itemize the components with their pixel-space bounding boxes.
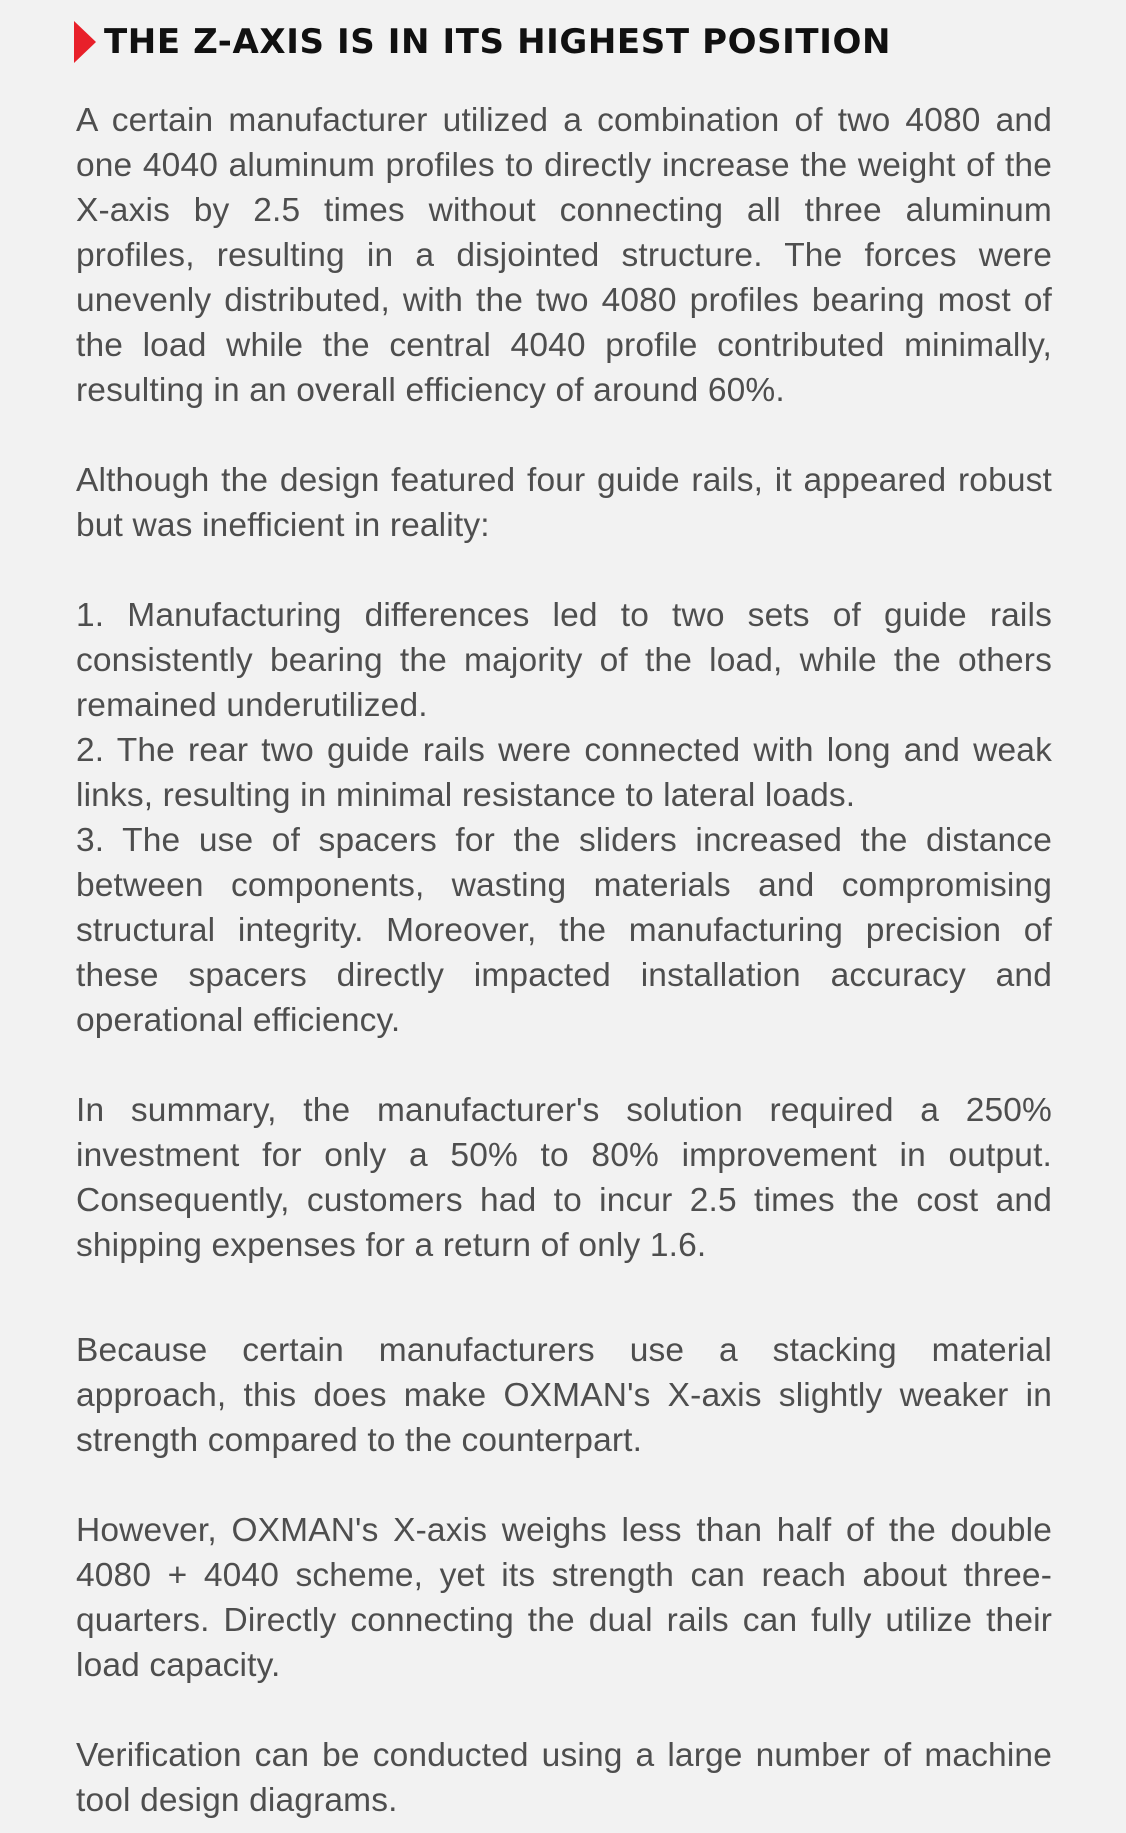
paragraph-stacking: Because certain manufacturers use a stacking material approach, this does make OXMAN's X-axis slightly weaker in strength compared to the counterpart. (76, 1332, 1052, 1459)
paragraph-guide-rails: Although the design featured four guide rails, it appeared robust but was inefficient in reality: (76, 462, 1052, 544)
paragraph-verification: Verification can be conducted using a large number of machine tool design diagrams. (76, 1737, 1052, 1819)
list-item: 1. Manufacturing differences led to two sets of guide rails consistently bearing the majority of the load, while the others remained underutilized. (76, 597, 1052, 724)
issues-list (76, 593, 1052, 1043)
list-item: 2. The rear two guide rails were connected with long and weak links, resulting in minimal resistance to lateral loads. (76, 732, 1052, 814)
list-item: 3. The use of spacers for the sliders increased the distance between components, wasting materials and compromising structural integrity. Moreover, the manufacturing precision of these spacers directly impacted installation accuracy and operational efficiency. (76, 822, 1052, 1039)
section-heading (74, 20, 1052, 64)
section-title: THE Z-AXIS IS IN ITS HIGHEST POSITION (104, 22, 892, 62)
red-triangle-marker-icon (74, 21, 96, 63)
paragraph-intro: A certain manufacturer utilized a combination of two 4080 and one 4040 aluminum profiles to directly increase the weight of the X-axis by 2.5 times without connecting all three aluminum profiles, resulting in a disjointed structure. The forces were unevenly distributed, with the two 4080 profiles bearing most of the load while the central 4040 profile contributed minimally, resulting in an overall efficiency of around 60%. (76, 102, 1052, 409)
paragraph-summary: In summary, the manufacturer's solution required a 250% investment for only a 50% to 80% improvement in output. Consequently, customers had to incur 2.5 times the cost and shipping expenses for a return of only 1.6. (76, 1092, 1052, 1264)
paragraph-oxman: However, OXMAN's X-axis weighs less than half of the double 4080 + 4040 scheme, yet its strength can reach about three-quarters. Directly connecting the dual rails can fully utilize their load capacity. (76, 1512, 1052, 1684)
